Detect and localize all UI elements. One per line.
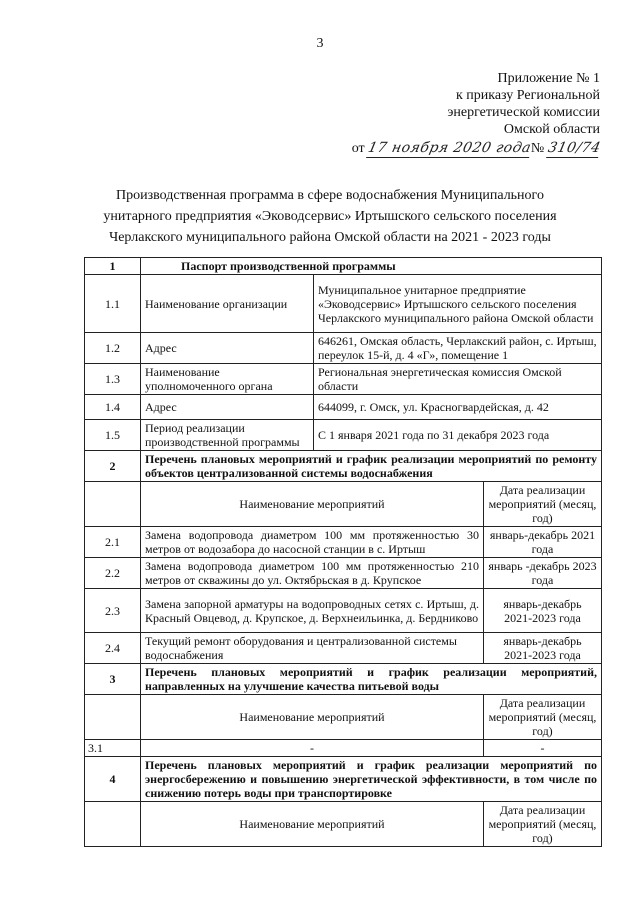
appendix-line: Приложение № 1 bbox=[497, 71, 600, 86]
row-value: Муниципальное унитарное предприятие «Эководсервис» Иртышского сельского поселения Черлакского муниципального района Омской области bbox=[314, 275, 602, 333]
row-number: 2.2 bbox=[85, 558, 141, 589]
row-number: 1.5 bbox=[85, 420, 141, 451]
appendix-block bbox=[300, 70, 600, 158]
order-handwritten-number: 310/74 bbox=[546, 140, 602, 156]
empty-cell bbox=[85, 482, 141, 527]
table-row bbox=[85, 527, 602, 558]
page-number: 3 bbox=[316, 36, 324, 51]
section-header-row bbox=[85, 664, 602, 695]
row-label: Адрес bbox=[141, 395, 314, 420]
order-date-line bbox=[300, 140, 600, 158]
row-name: Замена запорной арматуры на водопроводных сетях с. Иртыш, д. Красный Овцевод, д. Крупское, д. Верхнеильинка, д. Бердниково bbox=[141, 589, 484, 633]
row-number: 1.4 bbox=[85, 395, 141, 420]
column-header-row bbox=[85, 695, 602, 740]
section-heading: Перечень плановых мероприятий и график реализации мероприятий по энергосбережению и повышению энергетической эффективности, в том числе по снижению потерь воды при транспортировке bbox=[141, 757, 602, 802]
section-header-row bbox=[85, 451, 602, 482]
row-name: Замена водопровода диаметром 100 мм протяженностью 30 метров от водозабора до насосной станции в с. Иртыш bbox=[141, 527, 484, 558]
column-header-row bbox=[85, 802, 602, 847]
row-number: 1.1 bbox=[85, 275, 141, 333]
column-header-date: Дата реализации мероприятий (месяц, год) bbox=[484, 482, 602, 527]
order-handwritten-date: 17 ноября 2020 года bbox=[366, 140, 533, 156]
column-header-date: Дата реализации мероприятий (месяц, год) bbox=[484, 695, 602, 740]
appendix-line: Омской области bbox=[503, 122, 600, 137]
section-header-row bbox=[85, 757, 602, 802]
row-number: 2.1 bbox=[85, 527, 141, 558]
table-row bbox=[85, 558, 602, 589]
table-row bbox=[85, 333, 602, 364]
table-row bbox=[85, 364, 602, 395]
row-number: 1.3 bbox=[85, 364, 141, 395]
row-date: январь-декабрь 2021-2023 года bbox=[484, 589, 602, 633]
empty-cell bbox=[85, 802, 141, 847]
section-number: 3 bbox=[85, 664, 141, 695]
table-row bbox=[85, 589, 602, 633]
row-name: Замена водопровода диаметром 100 мм протяженностью 210 метров от скважины до ул. Октябрьская в д. Крупское bbox=[141, 558, 484, 589]
table-row bbox=[85, 395, 602, 420]
row-date: - bbox=[484, 740, 602, 757]
table-row bbox=[85, 633, 602, 664]
row-date: январь-декабрь 2021 года bbox=[484, 527, 602, 558]
section-header-row bbox=[85, 258, 602, 275]
table-row bbox=[85, 740, 602, 757]
row-label: Период реализации производственной программы bbox=[141, 420, 314, 451]
row-value: 646261, Омская область, Черлакский район, с. Иртыш, переулок 15-й, д. 4 «Г», помещение 1 bbox=[314, 333, 602, 364]
column-header-name: Наименование мероприятий bbox=[141, 695, 484, 740]
row-date: январь -декабрь 2023 года bbox=[484, 558, 602, 589]
section-heading: Перечень плановых мероприятий и график реализации мероприятий по ремонту объектов централизованной системы водоснабжения bbox=[141, 451, 602, 482]
appendix-line: к приказу Региональной bbox=[455, 88, 600, 103]
column-header-row bbox=[85, 482, 602, 527]
empty-cell bbox=[85, 695, 141, 740]
production-program-table bbox=[84, 257, 602, 847]
row-label: Наименование уполномоченного органа bbox=[141, 364, 314, 395]
row-name: - bbox=[141, 740, 484, 757]
row-value: С 1 января 2021 года по 31 декабря 2023 года bbox=[314, 420, 602, 451]
table-row bbox=[85, 420, 602, 451]
row-label: Наименование организации bbox=[141, 275, 314, 333]
row-date: январь-декабрь 2021-2023 года bbox=[484, 633, 602, 664]
row-number: 3.1 bbox=[85, 740, 141, 757]
order-prefix: от bbox=[351, 141, 365, 156]
table-row bbox=[85, 275, 602, 333]
document-title: Производственная программа в сфере водоснабжения Муниципального унитарного предприятия «Эководсервис» Иртышского сельского поселения Черлакского муниципального района Омской области на 2021 - 2023 годы bbox=[103, 188, 557, 245]
row-name: Текущий ремонт оборудования и централизованной системы водоснабжения bbox=[141, 633, 484, 664]
column-header-date: Дата реализации мероприятий (месяц, год) bbox=[484, 802, 602, 847]
section-number: 1 bbox=[85, 258, 141, 275]
row-value: 644099, г. Омск, ул. Красногвардейская, д. 42 bbox=[314, 395, 602, 420]
row-number: 2.3 bbox=[85, 589, 141, 633]
section-number: 4 bbox=[85, 757, 141, 802]
appendix-line: энергетической комиссии bbox=[447, 105, 600, 120]
section-heading: Перечень плановых мероприятий и график реализации мероприятий, направленных на улучшение качества питьевой воды bbox=[141, 664, 602, 695]
row-value: Региональная энергетическая комиссия Омской области bbox=[314, 364, 602, 395]
section-number: 2 bbox=[85, 451, 141, 482]
row-label: Адрес bbox=[141, 333, 314, 364]
column-header-name: Наименование мероприятий bbox=[141, 482, 484, 527]
section-heading: Паспорт производственной программы bbox=[141, 258, 602, 275]
order-number-sign: № bbox=[530, 141, 545, 156]
row-number: 1.2 bbox=[85, 333, 141, 364]
column-header-name: Наименование мероприятий bbox=[141, 802, 484, 847]
row-number: 2.4 bbox=[85, 633, 141, 664]
